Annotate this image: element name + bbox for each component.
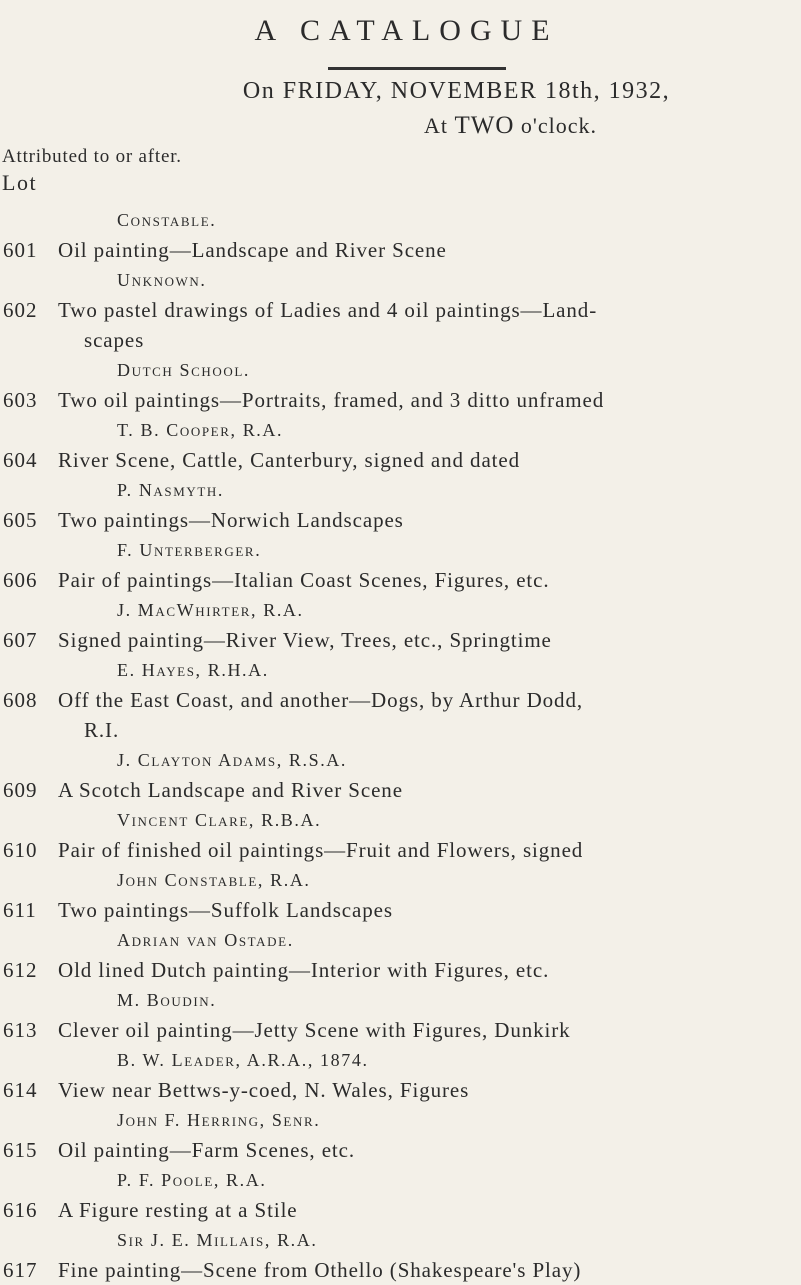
lot-entry: [0, 685, 801, 745]
artist-attribution: P. F. Poole, R.A.: [117, 1170, 267, 1190]
artist-attribution: B. W. Leader, A.R.A., 1874.: [117, 1050, 369, 1070]
lot-number: 611: [3, 898, 37, 922]
artist-attribution: J. MacWhirter, R.A.: [117, 600, 304, 620]
lot-entry: [0, 775, 801, 805]
artist-attribution: Constable.: [117, 210, 217, 230]
artist-attribution: F. Unterberger.: [117, 540, 262, 560]
artist-attribution: Vincent Clare, R.B.A.: [117, 810, 322, 830]
lot-description-text: A Scotch Landscape and River Scene: [58, 778, 403, 802]
lot-description-text: Two pastel drawings of Ladies and 4 oil paintings—Land-: [58, 298, 598, 322]
lot-description: [58, 955, 793, 985]
lot-number: 606: [3, 568, 38, 592]
lot-number: 605: [3, 508, 38, 532]
lot-description: [58, 1015, 793, 1045]
lot-entry: [0, 1195, 801, 1225]
lot-description: [58, 775, 793, 805]
lot-description: [58, 1135, 793, 1165]
lot-description: [58, 385, 793, 415]
lot-entry: [0, 385, 801, 415]
lot-number: 601: [3, 238, 38, 262]
artist-attribution: P. Nasmyth.: [117, 480, 225, 500]
lot-number: 604: [3, 448, 38, 472]
lot-description: [58, 295, 793, 355]
sale-time: [0, 112, 801, 140]
lot-number: 612: [3, 958, 38, 982]
lot-list: [0, 205, 801, 1285]
catalogue-title: A CATALOGUE: [254, 14, 559, 47]
lot-number: 607: [3, 628, 38, 652]
lot-description: [58, 565, 793, 595]
lot-number: 610: [3, 838, 38, 862]
lot-description-text: Pair of paintings—Italian Coast Scenes, Figures, etc.: [58, 568, 550, 592]
lot-entry: [0, 235, 801, 265]
lot-entry: [0, 1135, 801, 1165]
lot-entry: [0, 1015, 801, 1045]
lot-number: 602: [3, 298, 38, 322]
attributed-label: Attributed to or after.: [2, 146, 182, 167]
lot-entry: [0, 565, 801, 595]
title-rule: [328, 67, 506, 70]
artist-attribution: John Constable, R.A.: [117, 870, 311, 890]
lot-description-text: Oil painting—Farm Scenes, etc.: [58, 1138, 356, 1162]
lot-number: 603: [3, 388, 38, 412]
lot-number: 617: [3, 1258, 38, 1282]
artist-attribution: E. Hayes, R.H.A.: [117, 660, 269, 680]
lot-description: [58, 1075, 793, 1105]
lot-description: [58, 625, 793, 655]
lot-description-text: A Figure resting at a Stile: [58, 1198, 298, 1222]
lot-description-text: Pair of finished oil paintings—Fruit and Flowers, signed: [58, 838, 584, 862]
lot-number: 615: [3, 1138, 38, 1162]
artist-attribution: M. Boudin.: [117, 990, 217, 1010]
artist-attribution: T. B. Cooper, R.A.: [117, 420, 284, 440]
artist-attribution: Adrian van Ostade.: [117, 930, 294, 950]
lot-entry: [0, 295, 801, 355]
lot-description: [58, 445, 793, 475]
lot-description-text: View near Bettws-y-coed, N. Wales, Figures: [58, 1078, 470, 1102]
time-prefix: At: [423, 113, 448, 138]
artist-attribution: J. Clayton Adams, R.S.A.: [117, 750, 348, 770]
lot-description-continuation: scapes: [84, 328, 145, 352]
lot-description: [58, 1195, 793, 1225]
lot-description: [58, 235, 793, 265]
lot-description: [58, 835, 793, 865]
lot-entry: [0, 835, 801, 865]
lot-entry: [0, 1255, 801, 1285]
lot-number: 613: [3, 1018, 38, 1042]
lot-description-text: Oil painting—Landscape and River Scene: [58, 238, 447, 262]
lot-entry: [0, 895, 801, 925]
lot-description-text: Two paintings—Suffolk Landscapes: [58, 898, 393, 922]
lot-description-text: Fine painting—Scene from Othello (Shakespeare's Play): [58, 1258, 582, 1282]
lot-description-continuation: R.I.: [84, 718, 120, 742]
lot-description-text: Signed painting—River View, Trees, etc., Springtime: [58, 628, 552, 652]
lot-description-text: Two paintings—Norwich Landscapes: [58, 508, 404, 532]
time-suffix: o'clock.: [520, 113, 598, 138]
lot-description-text: Two oil paintings—Portraits, framed, and 3 ditto unframed: [58, 388, 605, 412]
artist-attribution: Dutch School.: [117, 360, 250, 380]
lot-description-text: Old lined Dutch painting—Interior with Figures, etc.: [58, 958, 550, 982]
lot-entry: [0, 1075, 801, 1105]
lot-entry: [0, 955, 801, 985]
lot-entry: [0, 505, 801, 535]
lot-description: [58, 1255, 793, 1285]
lot-description: [58, 685, 793, 745]
lot-entry: [0, 625, 801, 655]
lot-description-text: Clever oil painting—Jetty Scene with Figures, Dunkirk: [58, 1018, 571, 1042]
artist-attribution: John F. Herring, Senr.: [117, 1110, 321, 1130]
artist-attribution: Unknown.: [117, 270, 207, 290]
lot-number: 609: [3, 778, 38, 802]
lot-description: [58, 895, 793, 925]
lot-description-text: River Scene, Cattle, Canterbury, signed and dated: [58, 448, 521, 472]
time-word: TWO: [454, 112, 515, 139]
lot-entry: [0, 445, 801, 475]
lot-description-text: Off the East Coast, and another—Dogs, by Arthur Dodd,: [58, 688, 583, 712]
lot-column-header: Lot: [2, 170, 38, 195]
lot-description: [58, 505, 793, 535]
lot-number: 616: [3, 1198, 38, 1222]
artist-attribution: Sir J. E. Millais, R.A.: [117, 1230, 318, 1250]
sale-dateline: On FRIDAY, NOVEMBER 18th, 1932,: [242, 78, 671, 104]
lot-number: 608: [3, 688, 38, 712]
lot-number: 614: [3, 1078, 38, 1102]
